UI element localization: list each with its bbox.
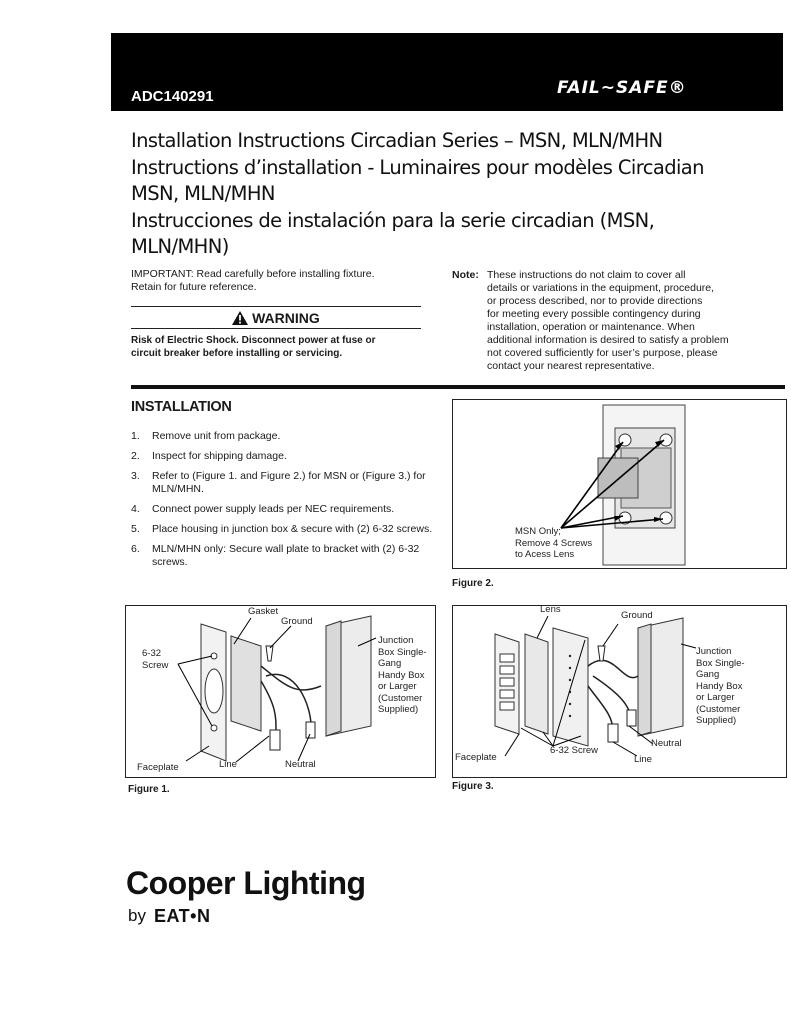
- label-line: or Larger: [696, 692, 735, 703]
- important-line: IMPORTANT: Read carefully before installing fixture.: [131, 268, 375, 280]
- section-divider: [131, 385, 785, 389]
- figure-2-drawing: [453, 400, 786, 568]
- figure-2-label: Figure 2.: [452, 578, 494, 589]
- figure-3-label: Figure 3.: [452, 781, 494, 792]
- note-line: These instructions do not claim to cover all: [487, 269, 686, 281]
- step-text: Remove unit from package.: [152, 430, 281, 442]
- note-line: not covered sufficiently for user’s purpose, please: [487, 347, 718, 359]
- important-line: Retain for future reference.: [131, 281, 257, 293]
- neutral-label: Neutral: [651, 738, 682, 749]
- by-text: by: [128, 906, 146, 925]
- document-code: ADC140291: [131, 88, 214, 105]
- divider: [131, 328, 421, 329]
- label-line: Gang: [696, 669, 720, 680]
- step-number: 4.: [131, 503, 140, 515]
- label-line: Gang: [378, 658, 402, 669]
- line-label: Line: [219, 759, 237, 770]
- cooper-lighting-logo: Cooper Lighting: [126, 865, 366, 901]
- label-line: (Customer: [378, 692, 423, 704]
- warning-heading: [131, 310, 421, 326]
- label-line: or Larger: [378, 681, 417, 692]
- figure-1: [125, 605, 436, 778]
- label-line: Box Single-: [696, 657, 745, 669]
- step-number: 3.: [131, 470, 140, 482]
- label-line: Box Single-: [378, 646, 427, 658]
- ground-label: Ground: [621, 610, 653, 621]
- list-item: [131, 543, 441, 569]
- junction-box-label: [696, 646, 745, 727]
- note-line: or process described, nor to provide directions: [487, 295, 703, 307]
- warning-triangle-icon: [232, 311, 248, 325]
- fig2-callout: [515, 526, 592, 561]
- list-item: [131, 430, 441, 443]
- step-text: Place housing in junction box & secure with (2) 6-32 screws.: [152, 523, 433, 535]
- installation-heading: INSTALLATION: [131, 399, 232, 415]
- title-line: MSN, MLN/MHN: [131, 182, 275, 205]
- note-line: details or variations in the equipment, procedure,: [487, 282, 715, 294]
- step-number: 1.: [131, 430, 140, 442]
- ground-label: Ground: [281, 616, 313, 627]
- note-line: for meeting every possible contingency during: [487, 308, 701, 320]
- screw-label: [142, 648, 168, 671]
- figure-3: [452, 605, 787, 778]
- divider: [131, 306, 421, 307]
- label-line: Handy Box: [378, 669, 425, 681]
- title-line: Installation Instructions Circadian Series – MSN, MLN/MHN: [131, 129, 663, 152]
- note-label: Note:: [452, 269, 479, 281]
- installation-steps: [131, 430, 441, 576]
- label-line: 6-32: [142, 648, 162, 659]
- important-notice: [131, 268, 421, 294]
- note-line: additional information is desired to satisfy a problem: [487, 334, 729, 346]
- step-number: 5.: [131, 523, 140, 535]
- figure-2: [452, 399, 787, 569]
- eaton-logo: EAT•N: [154, 906, 211, 926]
- list-item: [131, 470, 441, 496]
- screw-label: 6-32 Screw: [550, 745, 599, 756]
- title-line: MLN/MHN): [131, 235, 229, 258]
- label-line: Screw: [142, 659, 169, 671]
- step-number: 2.: [131, 450, 140, 462]
- step-text: Connect power supply leads per NEC requirements.: [152, 503, 395, 515]
- label-line: Supplied): [378, 704, 419, 715]
- note-line: installation, operation or maintenance. When: [487, 321, 695, 333]
- label-line: Handy Box: [696, 680, 743, 692]
- title-line: Instructions d’installation - Luminaires pour modèles Circadian: [131, 155, 704, 179]
- callout-line: to Acess Lens: [515, 549, 575, 560]
- step-text: Refer to (Figure 1. and Figure 2.) for MSN or (Figure 3.) for MLN/MHN.: [152, 470, 426, 495]
- lens-label: Lens: [540, 604, 561, 615]
- callout-line: MSN Only;: [515, 526, 561, 537]
- neutral-label: Neutral: [285, 759, 316, 770]
- title-line: Instrucciones de instalación para la serie circadian (MSN,: [131, 208, 655, 232]
- page-title: [131, 128, 751, 261]
- list-item: [131, 523, 441, 536]
- warning-line: circuit breaker before installing or servicing.: [131, 348, 343, 359]
- label-line: Junction: [378, 635, 414, 646]
- step-number: 6.: [131, 543, 140, 555]
- line-label: Line: [634, 754, 652, 765]
- warning-line: Risk of Electric Shock. Disconnect power at fuse or: [131, 335, 376, 346]
- fail-safe-logo: FAIL~SAFE®: [557, 78, 687, 98]
- gasket-label: Gasket: [248, 606, 279, 617]
- note-line: contact your nearest representative.: [487, 360, 655, 372]
- list-item: [131, 450, 441, 463]
- note-text: [487, 269, 769, 373]
- faceplate-label: Faceplate: [137, 762, 179, 773]
- label-line: Supplied): [696, 715, 737, 726]
- warning-heading-text: WARNING: [252, 310, 320, 326]
- figure-1-label: Figure 1.: [128, 784, 170, 795]
- step-text: Inspect for shipping damage.: [152, 450, 287, 462]
- label-line: (Customer: [696, 703, 741, 715]
- list-item: [131, 503, 441, 516]
- callout-line: Remove 4 Screws: [515, 537, 593, 549]
- junction-box-label: [378, 635, 427, 716]
- step-text: MLN/MHN only: Secure wall plate to bracket with (2) 6-32 screws.: [152, 543, 420, 568]
- faceplate-label: Faceplate: [455, 752, 497, 763]
- warning-body: [131, 334, 421, 360]
- label-line: Junction: [696, 646, 732, 657]
